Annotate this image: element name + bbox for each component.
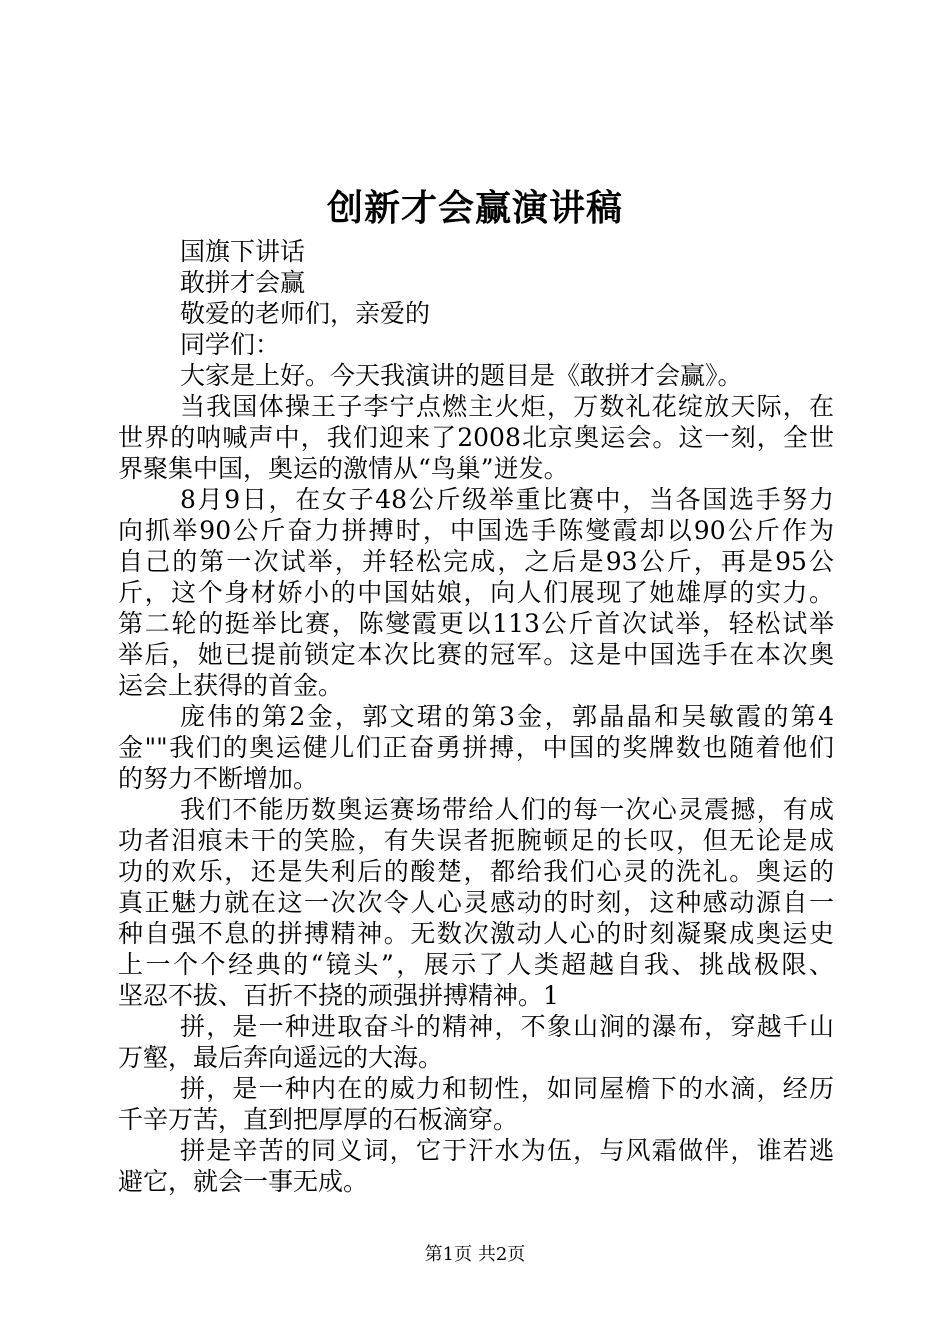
- text-line: 的努力不断增加。: [118, 764, 319, 793]
- text-line: 功者泪痕未干的笑脸，有失误者扼腕顿足的长叹，但无论是成: [118, 826, 834, 855]
- text-line: 上一个个经典的“镜头”，展示了人类超越自我、挑战极限、: [118, 950, 834, 979]
- document-title: 创新才会赢演讲稿: [326, 187, 623, 229]
- page-footer: 第1页 共2页: [424, 1244, 526, 1265]
- text-line: 大家是上好。今天我演讲的题目是《敢拼才会赢》。: [180, 361, 743, 390]
- text-line: 敢拼才会赢: [180, 268, 306, 297]
- text-line: 斤，这个身材娇小的中国姑娘，向人们展现了她雄厚的实力。: [118, 578, 834, 607]
- text-line: 种自强不息的拼搏精神。无数次激动人心的时刻凝聚成奥运史: [118, 919, 834, 948]
- text-line: 庞伟的第2金，郭文珺的第3金，郭晶晶和吴敏霞的第4: [180, 702, 834, 731]
- text-line: 自己的第一次试举，并轻松完成，之后是93公斤，再是95公: [118, 547, 834, 576]
- paragraph: [118, 329, 834, 360]
- text-line: 国旗下讲话: [180, 237, 306, 266]
- text-line: 敬爱的老师们，亲爱的: [180, 299, 431, 328]
- text-line: 8月9日，在女子48公斤级举重比赛中，当各国选手努力: [180, 485, 834, 514]
- paragraph: [118, 1073, 834, 1135]
- paragraph: [118, 267, 834, 298]
- text-line: 向抓举90公斤奋力拼搏时，中国选手陈燮霞却以90公斤作为: [118, 516, 834, 545]
- document-body: [118, 236, 834, 1197]
- paragraph: [118, 360, 834, 391]
- text-line: 拼是辛苦的同义词，它于汗水为伍，与风霜做伴，谁若逃: [180, 1136, 834, 1165]
- text-line: 同学们：: [180, 330, 281, 359]
- text-line: 举后，她已提前锁定本次比赛的冠军。这是中国选手在本次奥: [118, 640, 834, 669]
- text-line: 界聚集中国，奥运的激情从“鸟巢”迸发。: [118, 454, 569, 483]
- paragraph: [118, 1011, 834, 1073]
- paragraph: [118, 484, 834, 701]
- paragraph: [118, 1135, 834, 1197]
- text-line: 坚忍不拔、百折不挠的顽强拼搏精神。1: [118, 981, 559, 1010]
- text-line: 功的欢乐，还是失利后的酸楚，都给我们心灵的洗礼。奥运的: [118, 857, 834, 886]
- text-line: 避它，就会一事无成。: [118, 1167, 369, 1196]
- paragraph: [118, 298, 834, 329]
- paragraph: [118, 236, 834, 267]
- text-line: 千辛万苦，直到把厚厚的石板滴穿。: [118, 1105, 519, 1134]
- text-line: 我们不能历数奥运赛场带给人们的每一次心灵震撼，有成: [180, 795, 834, 824]
- text-line: 第二轮的挺举比赛，陈燮霞更以113公斤首次试举，轻松试举: [118, 609, 834, 638]
- text-line: 真正魅力就在这一次次令人心灵感动的时刻，这种感动源自一: [118, 888, 834, 917]
- paragraph: [118, 701, 834, 794]
- text-line: 万壑，最后奔向遥远的大海。: [118, 1043, 444, 1072]
- text-line: 拼，是一种进取奋斗的精神，不象山涧的瀑布，穿越千山: [180, 1012, 834, 1041]
- text-line: 当我国体操王子李宁点燃主火炬，万数礼花绽放天际，在: [180, 392, 834, 421]
- paragraph: [118, 794, 834, 1011]
- text-line: 世界的呐喊声中，我们迎来了2008北京奥运会。这一刻，全世: [118, 423, 834, 452]
- text-line: 运会上获得的首金。: [118, 671, 344, 700]
- paragraph: [118, 391, 834, 484]
- text-line: 金""我们的奥运健儿们正奋勇拼搏，中国的奖牌数也随着他们: [118, 733, 834, 762]
- text-line: 拼，是一种内在的威力和韧性，如同屋檐下的水滴，经历: [180, 1074, 834, 1103]
